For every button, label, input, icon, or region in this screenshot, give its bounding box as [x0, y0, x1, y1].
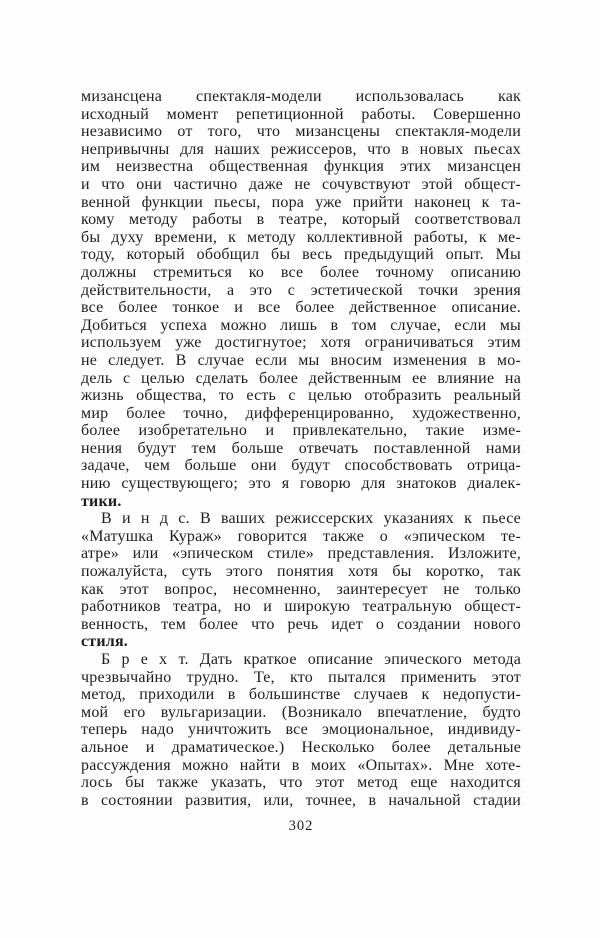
page-number: 302	[288, 818, 314, 834]
text-line: «Матушка Кураж» говорится также о «эпическом те-	[81, 527, 521, 545]
text-line: венной функции пьесы, пора уже прийти наконец к та-	[81, 193, 521, 211]
text-line: чрезвычайно трудно. Те, кто пытался применить этот	[81, 668, 521, 686]
text-line: задаче, чем больше они будут способствовать отрица-	[81, 457, 521, 475]
text-line: теперь надо уничтожить все эмоциональное, индивиду-	[81, 721, 521, 739]
text-line: пожалуйста, суть этого понятия хотя бы коротко, так	[81, 563, 521, 581]
text-line: должны стремиться ко все более точному описанию	[81, 263, 521, 281]
text-line: тики.	[81, 492, 122, 510]
text-line: более изобретательно и привлекательно, такие изме-	[81, 422, 521, 440]
text-line: работников театра, но и широкую театральную общест-	[81, 598, 521, 616]
text-line: бы духу времени, к методу коллективной работы, к ме-	[81, 228, 521, 246]
text-line: им неизвестна общественная функция этих мизансцен	[81, 158, 521, 176]
text-line: Добиться успеха можно лишь в том случае, если мы	[81, 316, 521, 334]
text-line: жизнь общества, то есть с целью отобразить реальный	[81, 387, 521, 405]
text-line: в состоянии развития, или, точнее, в начальной стадии	[81, 791, 521, 809]
text-line: В и н д с. В ваших режиссерских указаниях к пьесе	[101, 510, 521, 528]
text-line: нения будут тем больше отвечать поставленной нами	[81, 439, 521, 457]
text-line: и что они частично даже не сочувствуют этой общест-	[81, 175, 521, 193]
text-line: дель с целью сделать более действенным ее влияние на	[81, 369, 521, 387]
text-line: кому методу работы в театре, который соответствовал	[81, 211, 521, 229]
text-line: венность, тем более что речь идет о создании нового	[81, 615, 521, 633]
text-line: непривычны для наших режиссеров, что в новых пьесах	[81, 140, 521, 158]
text-line: нию существующего; это я говорю для знатоков диалек-	[81, 475, 521, 493]
text-block	[81, 88, 521, 809]
text-line: лось бы также указать, что этот метод еще находится	[81, 774, 521, 792]
text-line: не следует. В случае если мы вносим изменения в мо-	[81, 351, 521, 369]
text-line: рассуждения можно найти в моих «Опытах». Мне хоте-	[81, 756, 521, 774]
text-line: независимо от того, что мизансцены спектакля-модели	[81, 123, 521, 141]
text-line: мой его вульгаризации. (Возникало впечатление, будто	[81, 703, 521, 721]
text-line: действительности, а это с эстетической точки зрения	[81, 281, 521, 299]
text-line: исходный момент репетиционной работы. Совершенно	[81, 105, 521, 123]
text-line: тоду, который обобщил бы весь предыдущий опыт. Мы	[81, 246, 521, 264]
text-line: Б р е х т. Дать краткое описание эпического метода	[101, 651, 521, 668]
text-line: стиля.	[81, 633, 129, 651]
text-line: все более тонкое и все более действенное описание.	[81, 299, 521, 317]
text-line: альное и драматическое.) Несколько более детальные	[81, 738, 521, 756]
text-line: как этот вопрос, несомненно, заинтересует не только	[81, 580, 521, 598]
text-line: используем уже достигнутое; хотя ограничиваться этим	[81, 334, 521, 352]
text-line: метод, приходили в большинстве случаев к недопусти-	[81, 686, 521, 704]
text-line: атре» или «эпическом стиле» представления. Изложите,	[81, 545, 521, 563]
text-line: мир более точно, дифференцированно, художественно,	[81, 404, 521, 422]
text-line: мизансцена спектакля-модели использовалась как	[81, 88, 521, 105]
